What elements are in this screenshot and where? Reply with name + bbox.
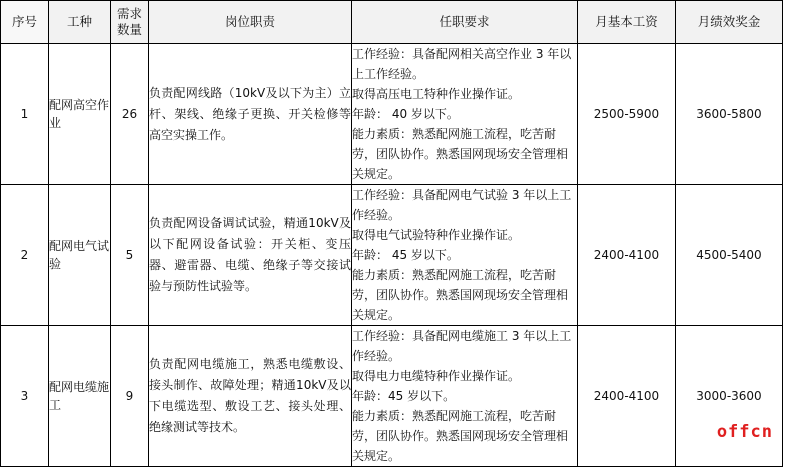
table-row [1, 326, 783, 467]
cell-type: 配网电缆施工 [49, 326, 111, 467]
cell-requirements [352, 44, 578, 185]
req-age: 年龄： 40 岁以下。 [352, 107, 459, 121]
cell-count: 9 [111, 326, 149, 467]
cell-base-salary: 2500-5900 [578, 44, 676, 185]
cell-base-salary: 2400-4100 [578, 185, 676, 326]
req-age: 年龄： 45 岁以下。 [352, 248, 459, 262]
req-age: 年龄：45 岁以下。 [352, 389, 456, 403]
table-row [1, 185, 783, 326]
cell-type: 配网电气试验 [49, 185, 111, 326]
cell-performance-bonus: 4500-5400 [676, 185, 783, 326]
cell-duty: 负责配网电缆施工，熟悉电缆敷设、接头制作、故障处理；精通10kV及以下电缆选型、敷设工艺、接头处理、绝缘测试等技术。 [149, 326, 352, 467]
cell-duty: 负责配网线路（10kV及以下为主）立杆、架线、绝缘子更换、开关检修等高空实操工作。 [149, 44, 352, 185]
cell-no: 1 [1, 44, 49, 185]
cell-count: 26 [111, 44, 149, 185]
header-type: 工种 [49, 1, 111, 44]
cell-count: 5 [111, 185, 149, 326]
watermark-logo: offcn [716, 422, 773, 442]
header-row [1, 1, 783, 44]
req-ability: 能力素质：熟悉配网施工流程，吃苦耐劳，团队协作。熟悉国网现场安全管理相关规定。 [352, 127, 569, 181]
cell-requirements [352, 326, 578, 467]
req-experience: 工作经验：具备配网电气试验 3 年以上工作经验。 [352, 188, 572, 222]
req-certificate: 取得电气试验特种作业操作证。 [352, 228, 521, 242]
req-experience: 工作经验：具备配网相关高空作业 3 年以上工作经验。 [352, 47, 572, 81]
cell-no: 2 [1, 185, 49, 326]
req-ability: 能力素质：熟悉配网施工流程，吃苦耐劳，团队协作。熟悉国网现场安全管理相关规定。 [352, 409, 569, 463]
req-certificate: 取得电力电缆特种作业操作证。 [352, 369, 521, 383]
header-base-salary: 月基本工资 [578, 1, 676, 44]
cell-performance-bonus: 3600-5800 [676, 44, 783, 185]
header-count-label: 需求数量 [116, 6, 142, 37]
header-duty: 岗位职责 [149, 1, 352, 44]
cell-requirements [352, 185, 578, 326]
req-experience: 工作经验：具备配网电缆施工 3 年以上工作经验。 [352, 329, 572, 363]
cell-type: 配网高空作业 [49, 44, 111, 185]
cell-performance-bonus: 3000-3600 [676, 326, 783, 467]
cell-duty: 负责配网设备调试试验，精通10kV及以下配网设备试验：开关柜、变压器、避雷器、电缆、绝缘子等交接试验与预防性试验等。 [149, 185, 352, 326]
header-no: 序号 [1, 1, 49, 44]
header-requirements: 任职要求 [352, 1, 578, 44]
header-count [111, 1, 149, 44]
table-row [1, 44, 783, 185]
header-performance-bonus: 月绩效奖金 [676, 1, 783, 44]
req-ability: 能力素质：熟悉配网施工流程，吃苦耐劳，团队协作。熟悉国网现场安全管理相关规定。 [352, 268, 569, 322]
req-certificate: 取得高压电工特种作业操作证。 [352, 87, 521, 101]
cell-base-salary: 2400-4100 [578, 326, 676, 467]
cell-no: 3 [1, 326, 49, 467]
